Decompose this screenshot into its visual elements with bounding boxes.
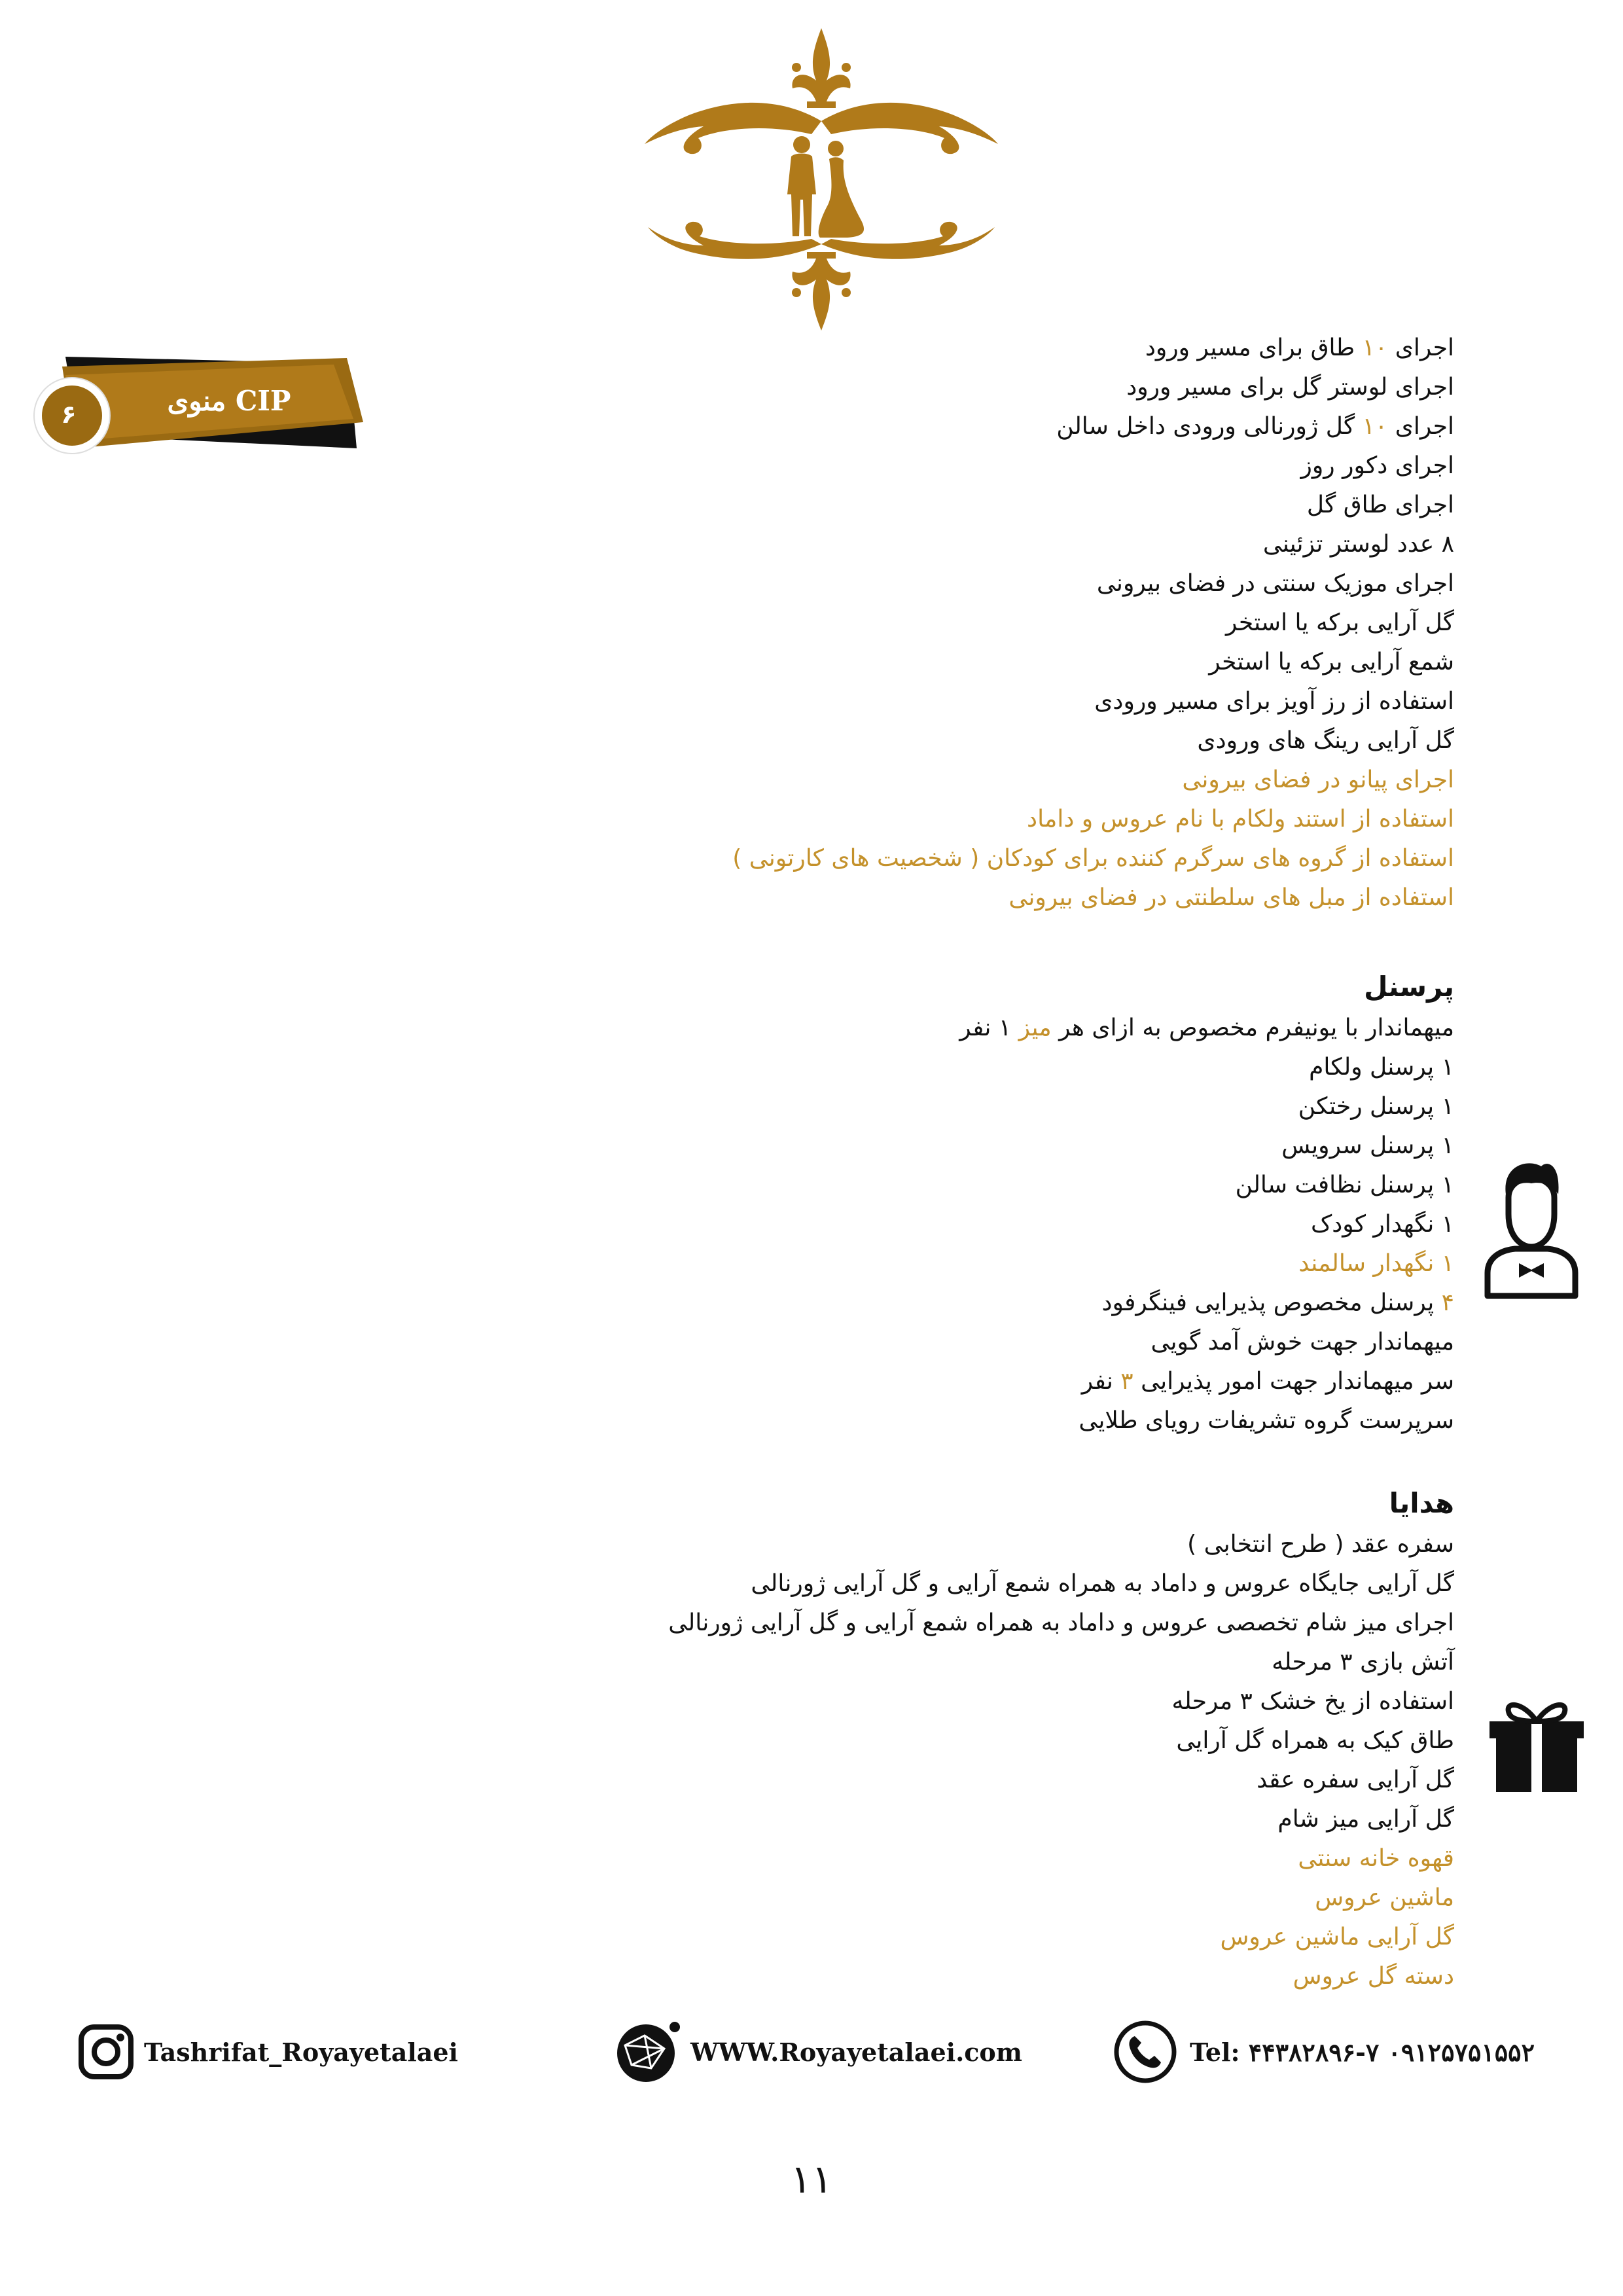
list-item bbox=[538, 1721, 1454, 1761]
list-item bbox=[538, 368, 1454, 407]
list-item bbox=[538, 407, 1454, 446]
gifts-section bbox=[538, 1482, 1454, 1996]
list-item bbox=[538, 486, 1454, 525]
list-item-text: گل آرایی برکه یا استخر bbox=[1225, 609, 1454, 636]
phone-numbers[interactable]: Tel: ۴۴۳۸۲۸۹۶-۷ ۰۹۱۲۵۷۵۱۵۵۲ bbox=[1190, 2037, 1535, 2067]
list-item bbox=[538, 643, 1454, 682]
list-item-text: ۱ پرسنل سرویس bbox=[1281, 1132, 1454, 1159]
wedding-couple-ornament-icon bbox=[645, 23, 998, 337]
list-item bbox=[538, 721, 1454, 761]
services-list bbox=[538, 329, 1454, 918]
list-item bbox=[538, 800, 1454, 839]
list-item-text: نفر bbox=[1081, 1368, 1121, 1395]
list-item-text: ۴ bbox=[1441, 1289, 1454, 1316]
list-item-text: استفاده از استند ولکام با نام عروس و داماد bbox=[1027, 806, 1454, 833]
list-item bbox=[538, 878, 1454, 918]
list-item bbox=[538, 1800, 1454, 1839]
list-item bbox=[538, 446, 1454, 486]
list-item bbox=[538, 1166, 1454, 1205]
list-item-text: قهوه خانه سنتی bbox=[1298, 1845, 1454, 1872]
list-item-text: اجرای پیانو در فضای بیرونی bbox=[1182, 766, 1454, 793]
waiter-icon bbox=[1482, 1158, 1580, 1299]
list-item bbox=[538, 329, 1454, 368]
list-item-text: اجرای لوستر گل برای مسیر ورود bbox=[1126, 374, 1454, 401]
instagram-handle[interactable]: Tashrifat_Royayetalaei bbox=[144, 2037, 458, 2067]
list-item bbox=[538, 1525, 1454, 1564]
list-item-text: ۱ نفر bbox=[959, 1014, 1019, 1041]
list-item bbox=[538, 1362, 1454, 1401]
list-item-text: ۱۰ bbox=[1362, 334, 1388, 361]
list-item-text: ۱ نگهدار کودک bbox=[1311, 1211, 1454, 1238]
list-item bbox=[538, 761, 1454, 800]
list-item-text: گل آرایی جایگاه عروس و داماد به همراه شمع آرایی و گل آرایی ژورنالی bbox=[751, 1570, 1454, 1597]
list-item bbox=[538, 1087, 1454, 1126]
menu-title: منوی CIP bbox=[167, 385, 291, 417]
list-item-text: ۱ پرسنل نظافت سالن bbox=[1235, 1172, 1454, 1198]
list-item-text: استفاده از گروه های سرگرم کننده برای کودکان ( شخصیت های کارتونی ) bbox=[732, 845, 1454, 872]
list-item bbox=[538, 682, 1454, 721]
staff-section bbox=[538, 965, 1454, 1441]
list-item bbox=[538, 603, 1454, 643]
website-url[interactable]: WWW.Royayetalaei.com bbox=[690, 2037, 1022, 2067]
menu-number: ۶ bbox=[61, 400, 77, 429]
list-item-text: اجرای میز شام تخصصی عروس و داماد به همراه شمع آرایی و گل آرایی ژورنالی bbox=[668, 1609, 1454, 1636]
list-item-text: آتش بازی ۳ مرحله bbox=[1272, 1649, 1454, 1676]
list-item bbox=[538, 525, 1454, 564]
globe-icon bbox=[612, 2019, 684, 2085]
list-item bbox=[538, 839, 1454, 878]
list-item-text: ۳ bbox=[1120, 1368, 1133, 1395]
list-item-text: میهماندار جهت خوش آمد گویی bbox=[1150, 1329, 1454, 1355]
list-item-text: اجرای دکور روز bbox=[1300, 452, 1454, 479]
list-item bbox=[538, 1564, 1454, 1604]
list-item-text: اجرای bbox=[1387, 334, 1454, 361]
list-item-text: گل آرایی ماشین عروس bbox=[1220, 1924, 1454, 1950]
list-item-text: میز bbox=[1018, 1014, 1052, 1041]
list-item-text: اجرای bbox=[1387, 413, 1454, 440]
list-item bbox=[538, 1205, 1454, 1244]
footer-instagram[interactable] bbox=[77, 2019, 458, 2085]
list-item-text: استفاده از مبل های سلطنتی در فضای بیرونی bbox=[1008, 884, 1454, 911]
list-item-text: گل آرایی سفره عقد bbox=[1257, 1767, 1454, 1793]
staff-list bbox=[538, 1009, 1454, 1441]
footer-phone[interactable] bbox=[1113, 2019, 1535, 2085]
list-item bbox=[538, 1009, 1454, 1048]
list-item-text: ۱ پرسنل ولکام bbox=[1309, 1054, 1454, 1081]
list-item bbox=[538, 1957, 1454, 1996]
staff-heading: پرسنل bbox=[1364, 971, 1454, 1003]
page-number: ۱۱ bbox=[790, 2157, 833, 2202]
list-item-text: ۱۰ bbox=[1362, 413, 1388, 440]
list-item bbox=[538, 1323, 1454, 1362]
list-item-text: سرپرست گروه تشریفات رویای طلایی bbox=[1079, 1407, 1454, 1434]
phone-icon bbox=[1113, 2019, 1178, 2085]
list-item-text: ۱ نگهدار سالمند bbox=[1298, 1250, 1454, 1277]
gifts-list bbox=[538, 1525, 1454, 1996]
list-item-text: ۱ پرسنل رختکن bbox=[1298, 1093, 1454, 1120]
gifts-heading: هدایا bbox=[1389, 1487, 1454, 1519]
list-item-text: پرسنل مخصوص پذیرایی فینگرفود bbox=[1101, 1289, 1442, 1316]
list-item bbox=[538, 1604, 1454, 1643]
list-item-text: سر میهماندار جهت امور پذیرایی bbox=[1133, 1368, 1454, 1395]
list-item bbox=[538, 1918, 1454, 1957]
list-item bbox=[538, 1126, 1454, 1166]
list-item-text: گل آرایی رینگ های ورودی bbox=[1197, 727, 1454, 754]
list-item-text: استفاده از رز آویز برای مسیر ورودی bbox=[1094, 688, 1454, 715]
footer-website[interactable] bbox=[612, 2019, 1022, 2085]
list-item bbox=[538, 1048, 1454, 1087]
list-item bbox=[538, 564, 1454, 603]
list-item-text: شمع آرایی برکه یا استخر bbox=[1209, 649, 1454, 675]
instagram-icon bbox=[77, 2023, 135, 2081]
list-item-text: طاق برای مسیر ورود bbox=[1145, 334, 1363, 361]
list-item bbox=[538, 1283, 1454, 1323]
list-item bbox=[538, 1401, 1454, 1441]
list-item bbox=[538, 1682, 1454, 1721]
list-item bbox=[538, 1878, 1454, 1918]
list-item-text: سفره عقد ( طرح انتخابی ) bbox=[1187, 1531, 1454, 1558]
list-item-text: اجرای موزیک سنتی در فضای بیرونی bbox=[1096, 570, 1454, 597]
list-item-text: ماشین عروس bbox=[1315, 1884, 1454, 1911]
list-item-text: گل آرایی میز شام bbox=[1277, 1806, 1454, 1833]
list-item-text: طاق کیک به همراه گل آرایی bbox=[1176, 1727, 1454, 1754]
list-item bbox=[538, 1839, 1454, 1878]
list-item-text: گل ژورنالی ورودی داخل سالن bbox=[1056, 413, 1363, 440]
gift-box-icon bbox=[1484, 1695, 1589, 1793]
list-item-text: دسته گل عروس bbox=[1293, 1963, 1454, 1990]
list-item bbox=[538, 1761, 1454, 1800]
list-item bbox=[538, 1643, 1454, 1682]
list-item-text: اجرای طاق گل bbox=[1306, 492, 1454, 518]
list-item bbox=[538, 1244, 1454, 1283]
list-item-text: ۸ عدد لوستر تزئینی bbox=[1262, 531, 1454, 558]
list-item-text: میهماندار با یونیفرم مخصوص به ازای هر bbox=[1051, 1014, 1454, 1041]
list-item-text: استفاده از یخ خشک ۳ مرحله bbox=[1171, 1688, 1454, 1715]
